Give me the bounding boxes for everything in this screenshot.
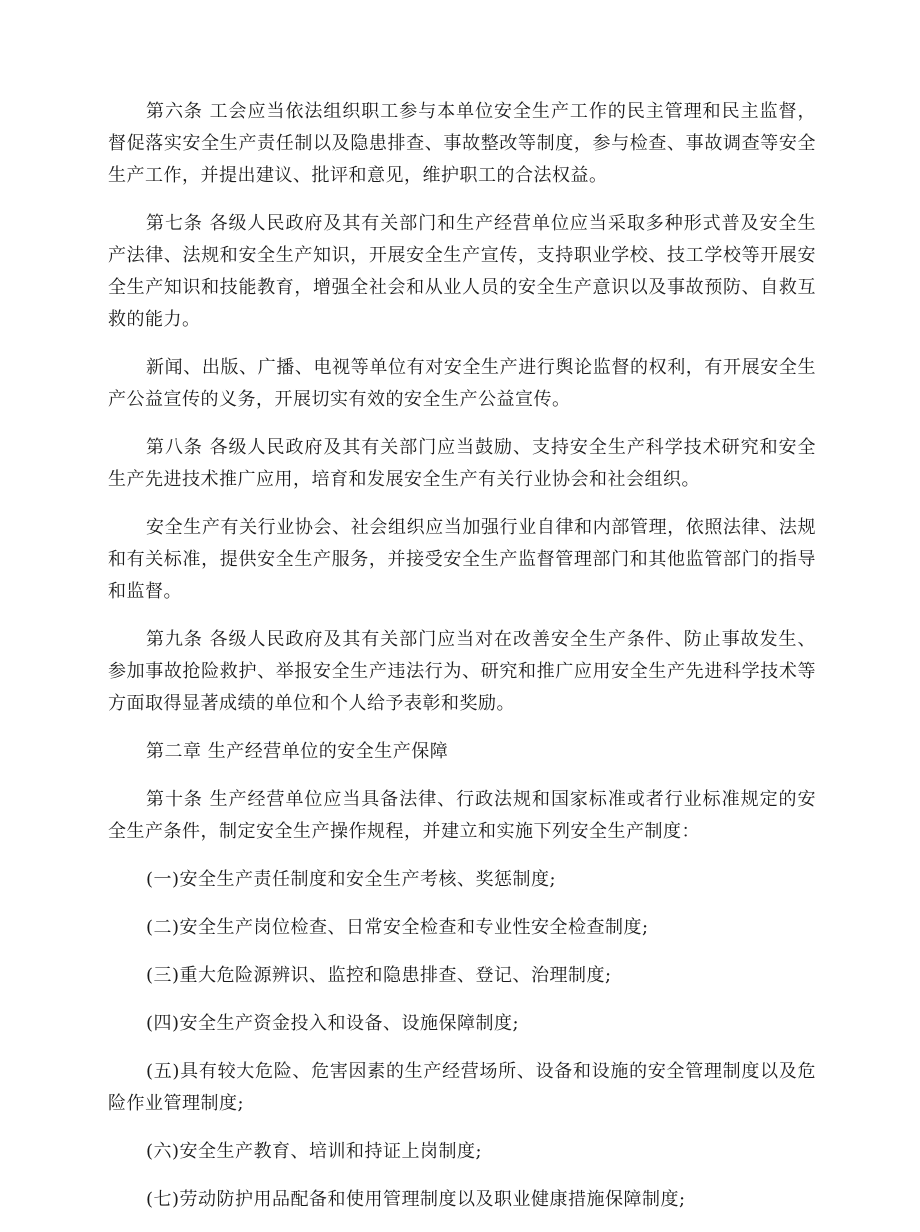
paragraph-article-6: 第六条 工会应当依法组织职工参与本单位安全生产工作的民主管理和民主监督，督促落实安全生产责任制以及隐患排查、事故整改等制度，参与检查、事故调查等安全生产工作，并提出建议、批评和意见，维护职工的合法权益。 [108,101,816,186]
list-item-7: (七)劳动防护用品配备和使用管理制度以及职业健康措施保障制度; [146,1189,686,1210]
list-item-6: (六)安全生产教育、培训和持证上岗制度; [146,1141,483,1162]
list-item-2: (二)安全生产岗位检查、日常安全检查和专业性安全检查制度; [146,917,649,938]
paragraph-industry-associations: 安全生产有关行业协会、社会组织应当加强行业自律和内部管理，依照法律、法规和有关标准，提供安全生产服务，并接受安全生产监督管理部门和其他监管部门的指导和监督。 [108,517,816,602]
list-item-3: (三)重大危险源辨识、监控和隐患排查、登记、治理制度; [146,965,612,986]
paragraph-media-supervision: 新闻、出版、广播、电视等单位有对安全生产进行舆论监督的权利，有开展安全生产公益宣传的义务，开展切实有效的安全生产公益宣传。 [108,357,816,410]
list-item-1: (一)安全生产责任制度和安全生产考核、奖惩制度; [146,869,557,890]
paragraph-article-8: 第八条 各级人民政府及其有关部门应当鼓励、支持安全生产科学技术研究和安全生产先进技术推广应用，培育和发展安全生产有关行业协会和社会组织。 [108,437,816,490]
paragraph-article-7: 第七条 各级人民政府及其有关部门和生产经营单位应当采取多种形式普及安全生产法律、法规和安全生产知识，开展安全生产宣传，支持职业学校、技工学校等开展安全生产知识和技能教育，增强全社会和从业人员的安全生产意识以及事故预防、自救互救的能力。 [108,213,816,330]
document-page [108,96,816,1232]
paragraph-article-10: 第十条 生产经营单位应当具备法律、行政法规和国家标准或者行业标准规定的安全生产条件，制定安全生产操作规程，并建立和实施下列安全生产制度： [108,789,816,842]
list-item-4: (四)安全生产资金投入和设备、设施保障制度; [146,1013,520,1034]
chapter-heading: 第二章 生产经营单位的安全生产保障 [146,741,449,762]
list-item-5: (五)具有较大危险、危害因素的生产经营场所、设备和设施的安全管理制度以及危险作业管理制度; [108,1061,816,1114]
paragraph-article-9: 第九条 各级人民政府及其有关部门应当对在改善安全生产条件、防止事故发生、参加事故抢险救护、举报安全生产违法行为、研究和推广应用安全生产先进科学技术等方面取得显著成绩的单位和个人给予表彰和奖励。 [108,629,816,714]
